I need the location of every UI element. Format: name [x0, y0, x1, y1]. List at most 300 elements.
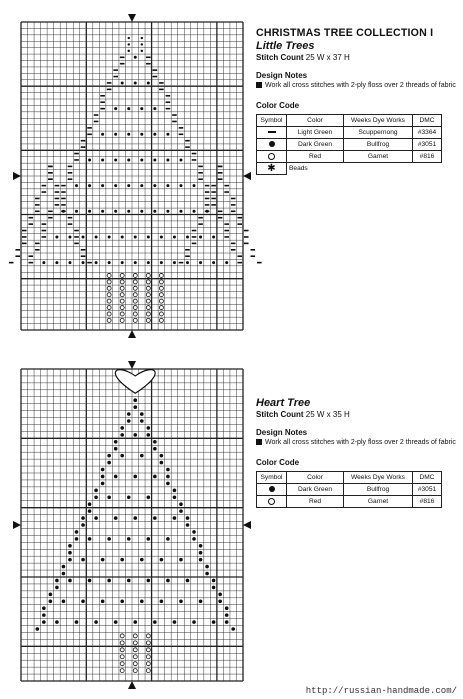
- stitch-count-label: Stitch Count: [256, 410, 304, 419]
- stitch-dot: [81, 516, 85, 520]
- stitch-dot: [218, 599, 222, 603]
- stitch-dot: [49, 593, 53, 597]
- center-arrow-icon: [243, 521, 251, 529]
- center-arrow-icon: [128, 681, 136, 689]
- stitch-dot: [140, 599, 144, 603]
- stitch-ring: [120, 293, 124, 297]
- color-code-table: [256, 114, 442, 175]
- stitch-dot: [147, 579, 151, 583]
- stitch-dot: [88, 579, 92, 583]
- stitch-dot: [166, 158, 169, 161]
- stitch-dot: [140, 412, 144, 416]
- stitch-dot: [218, 593, 222, 597]
- stitch-dot: [140, 210, 143, 213]
- stitch-dot: [94, 620, 98, 624]
- color-cell: Red: [287, 496, 344, 508]
- stitch-dot: [199, 235, 202, 238]
- center-arrow-icon: [128, 330, 136, 338]
- stitch-dot: [173, 235, 176, 238]
- stitch-dot: [81, 523, 85, 527]
- stitch-dot: [212, 586, 216, 590]
- dot-icon: [269, 486, 275, 492]
- color-code-heading: Color Code: [256, 101, 300, 110]
- stitch-ring: [107, 273, 111, 277]
- stitch-dot: [147, 433, 151, 437]
- stitch-dot: [121, 81, 124, 84]
- stitch-dot: [108, 235, 111, 238]
- stitch-dot: [166, 475, 170, 479]
- stitch-dot: [166, 133, 169, 136]
- stitch-dot: [192, 620, 196, 624]
- center-arrow-icon: [128, 361, 136, 369]
- collection-title: CHRISTMAS TREE COLLECTION I: [256, 27, 434, 39]
- stitch-dot: [153, 107, 156, 110]
- stitch-dot: [225, 606, 229, 610]
- pattern-title: Heart Tree: [256, 397, 311, 409]
- table-row: [257, 151, 442, 163]
- stitch-dot: [107, 495, 111, 499]
- stitch-ring: [120, 634, 124, 638]
- stitch-dot: [114, 620, 118, 624]
- stitch-dot: [107, 454, 111, 458]
- stitch-ring: [133, 286, 137, 290]
- stitch-dot: [127, 158, 130, 161]
- stitch-dot: [127, 107, 130, 110]
- stitch-dot: [153, 475, 157, 479]
- stitch-dot: [160, 235, 163, 238]
- stitch-dot: [141, 43, 143, 45]
- header-dmc: DMC: [413, 472, 442, 484]
- header-symbol: Symbol: [257, 472, 287, 484]
- stitch-dot: [225, 613, 229, 617]
- dot-icon: [269, 141, 275, 147]
- stitch-dot: [94, 495, 98, 499]
- stitch-dot: [68, 235, 71, 238]
- stitch-dot: [199, 551, 203, 555]
- stitch-dot: [88, 210, 91, 213]
- design-note: [256, 438, 456, 447]
- stitch-dot: [55, 586, 59, 590]
- stitch-dot: [81, 599, 85, 603]
- stitch-dot: [101, 210, 104, 213]
- center-arrow-icon: [243, 172, 251, 180]
- stitch-ring: [120, 312, 124, 316]
- stitch-dot: [147, 261, 150, 264]
- stitch-dot: [160, 461, 164, 465]
- stitch-dot: [75, 210, 78, 213]
- stitch-dot: [120, 558, 124, 562]
- stitch-dot: [114, 447, 118, 451]
- stitch-ring: [120, 648, 124, 652]
- stitch-ring: [146, 312, 150, 316]
- stitch-dot: [160, 261, 163, 264]
- color-code-heading: Color Code: [256, 458, 300, 467]
- stitch-dot: [114, 107, 117, 110]
- table-row: [257, 127, 442, 139]
- stitch-dot: [49, 599, 53, 603]
- heart-tree-chart: [13, 361, 251, 689]
- stitch-dot: [179, 509, 183, 513]
- stitch-count-value: 25 W x 37 H: [305, 53, 350, 62]
- stitch-ring: [120, 641, 124, 645]
- stitch-dot: [133, 620, 137, 624]
- stitch-dot: [101, 184, 104, 187]
- design-note: [256, 81, 456, 90]
- stitch-dot: [120, 599, 124, 603]
- stitch-dot: [134, 56, 137, 59]
- stitch-dot: [121, 261, 124, 264]
- stitch-dot: [225, 261, 228, 264]
- design-notes-heading: Design Notes: [256, 71, 308, 80]
- stitch-dot: [94, 489, 98, 493]
- stitch-dot: [127, 133, 130, 136]
- weeks-cell: Garnet: [344, 496, 413, 508]
- stitch-count: [256, 410, 456, 419]
- stitch-dot: [114, 516, 118, 520]
- stitch-dot: [95, 235, 98, 238]
- stitch-dot: [127, 184, 130, 187]
- stitch-dot: [166, 184, 169, 187]
- stitch-ring: [146, 648, 150, 652]
- stitch-dot: [186, 579, 190, 583]
- symbol-cell: [257, 127, 287, 139]
- weeks-cell: Bullfrog: [344, 139, 413, 151]
- little-trees-chart: [9, 14, 262, 338]
- stitch-ring: [120, 662, 124, 666]
- stitch-dot: [153, 158, 156, 161]
- stitch-dot: [186, 235, 189, 238]
- stitch-ring: [159, 273, 163, 277]
- stitch-dot: [173, 489, 177, 493]
- header-color: Color: [287, 115, 344, 127]
- table-header-row: [257, 472, 442, 484]
- stitch-dot: [179, 558, 183, 562]
- stitch-ring: [146, 306, 150, 310]
- stitch-ring: [133, 634, 137, 638]
- stitch-dot: [82, 261, 85, 264]
- stitch-dot: [127, 495, 131, 499]
- stitch-ring: [133, 306, 137, 310]
- stitch-dot: [212, 261, 215, 264]
- dmc-cell: #3051: [413, 139, 442, 151]
- stitch-count: [256, 53, 456, 62]
- stitch-dot: [153, 184, 156, 187]
- symbol-cell: [257, 151, 287, 163]
- stitch-dot: [114, 210, 117, 213]
- stitch-dot: [140, 184, 143, 187]
- dash-icon: [268, 131, 276, 133]
- ring-icon: [268, 153, 275, 160]
- stitch-ring: [159, 286, 163, 290]
- stitch-ring: [146, 280, 150, 284]
- stitch-dot: [147, 81, 150, 84]
- ring-icon: [268, 498, 275, 505]
- stitch-dot: [160, 454, 164, 458]
- table-row: [257, 139, 442, 151]
- stitch-ring: [159, 312, 163, 316]
- weeks-cell: Garnet: [344, 151, 413, 163]
- stitch-dot: [107, 537, 111, 541]
- stitch-dot: [101, 599, 105, 603]
- stitch-dot: [173, 516, 177, 520]
- stitch-ring: [120, 669, 124, 673]
- heart-tree-info: [256, 396, 456, 508]
- stitch-ring: [120, 299, 124, 303]
- stitch-dot: [95, 261, 98, 264]
- stitch-dot: [160, 558, 164, 562]
- stitch-dot: [55, 261, 58, 264]
- stitch-dot: [114, 475, 118, 479]
- stitch-dot: [120, 426, 124, 430]
- stitch-dot: [42, 606, 46, 610]
- center-arrow-icon: [128, 14, 136, 22]
- stitch-dot: [140, 558, 144, 562]
- stitch-ring: [133, 293, 137, 297]
- stitch-dot: [88, 158, 91, 161]
- stitch-dot: [212, 579, 216, 583]
- stitch-dot: [127, 419, 131, 423]
- stitch-dot: [186, 523, 190, 527]
- stitch-dot: [42, 620, 46, 624]
- stitch-ring: [146, 662, 150, 666]
- stitch-dot: [133, 516, 137, 520]
- stitch-dot: [133, 433, 137, 437]
- stitch-dot: [192, 537, 196, 541]
- stitch-dot: [212, 620, 216, 624]
- symbol-cell: [257, 139, 287, 151]
- table-row: [257, 484, 442, 496]
- stitch-ring: [133, 662, 137, 666]
- design-note-text: Work all cross stitches with 2-ply floss over 2 threads of fabric: [265, 439, 456, 446]
- stitch-dot: [153, 447, 157, 451]
- stitch-dot: [153, 440, 157, 444]
- stitch-dot: [121, 235, 124, 238]
- stitch-dot: [193, 210, 196, 213]
- stitch-dot: [147, 537, 151, 541]
- stitch-ring: [133, 655, 137, 659]
- stitch-dot: [199, 261, 202, 264]
- stitch-ring: [107, 312, 111, 316]
- stitch-dot: [179, 158, 182, 161]
- symbol-cell: [257, 484, 287, 496]
- stitch-ring: [120, 286, 124, 290]
- stitch-dot: [101, 133, 104, 136]
- stitch-ring: [146, 273, 150, 277]
- stitch-ring: [159, 299, 163, 303]
- stitch-dot: [133, 405, 137, 409]
- stitch-ring: [146, 641, 150, 645]
- dmc-cell: #816: [413, 496, 442, 508]
- beads-label: Beads: [287, 163, 442, 175]
- stitch-dot: [225, 620, 229, 624]
- stitch-dot: [62, 599, 66, 603]
- stitch-dot: [88, 184, 91, 187]
- weeks-cell: Bullfrog: [344, 484, 413, 496]
- stitch-dot: [114, 184, 117, 187]
- stitch-ring: [120, 318, 124, 322]
- color-cell: Dark Green: [287, 484, 344, 496]
- stitch-ring: [133, 280, 137, 284]
- stitch-ring: [107, 306, 111, 310]
- stitch-dot: [68, 558, 72, 562]
- stitch-dot: [55, 235, 58, 238]
- stitch-dot: [55, 579, 59, 583]
- stitch-dot: [128, 37, 130, 39]
- color-code-table: [256, 471, 442, 508]
- weeks-cell: Scuppernong: [344, 127, 413, 139]
- stitch-dot: [120, 433, 124, 437]
- bullet-icon: [256, 439, 262, 445]
- stitch-dot: [101, 558, 105, 562]
- stitch-ring: [159, 318, 163, 322]
- stitch-dot: [127, 579, 131, 583]
- stitch-ring: [133, 318, 137, 322]
- stitch-dot: [68, 551, 72, 555]
- stitch-dot: [107, 579, 111, 583]
- center-arrow-icon: [13, 521, 21, 529]
- stitch-dot: [192, 530, 196, 534]
- stitch-dot: [140, 454, 144, 458]
- stitch-dot: [186, 261, 189, 264]
- stitch-ring: [159, 306, 163, 310]
- symbol-cell: [257, 163, 287, 175]
- stitch-dot: [127, 210, 130, 213]
- stitch-dot: [141, 37, 143, 39]
- center-arrow-icon: [13, 172, 21, 180]
- stitch-dot: [68, 544, 72, 548]
- stitch-dot: [133, 475, 137, 479]
- stitch-dot: [166, 482, 170, 486]
- star-icon: ✱: [267, 162, 276, 174]
- stitch-dot: [186, 516, 190, 520]
- stitch-dot: [75, 537, 79, 541]
- color-cell: Red: [287, 151, 344, 163]
- stitch-ring: [146, 634, 150, 638]
- stitch-dot: [128, 43, 130, 45]
- stitch-count-value: 25 W x 35 H: [305, 410, 350, 419]
- stitch-dot: [231, 627, 235, 631]
- stitch-dot: [147, 235, 150, 238]
- stitch-dot: [147, 426, 151, 430]
- stitch-dot: [55, 620, 59, 624]
- stitch-dot: [101, 475, 105, 479]
- stitch-dot: [133, 398, 137, 402]
- stitch-dot: [42, 613, 46, 617]
- stitch-dot: [75, 530, 79, 534]
- stitch-dot: [153, 620, 157, 624]
- design-notes-heading: Design Notes: [256, 428, 308, 437]
- pattern-title: Little Trees: [256, 40, 315, 52]
- stitch-ring: [120, 280, 124, 284]
- stitch-ring: [133, 273, 137, 277]
- stitch-ring: [146, 318, 150, 322]
- stitch-dot: [75, 184, 78, 187]
- stitch-dot: [81, 558, 85, 562]
- stitch-ring: [146, 286, 150, 290]
- stitch-dot: [173, 620, 177, 624]
- stitch-dot: [205, 565, 209, 569]
- stitch-dot: [107, 461, 111, 465]
- stitch-dot: [134, 81, 137, 84]
- stitch-dot: [114, 133, 117, 136]
- stitch-ring: [146, 669, 150, 673]
- table-header-row: [257, 115, 442, 127]
- stitch-dot: [75, 620, 79, 624]
- stitch-ring: [133, 312, 137, 316]
- stitch-dot: [88, 502, 92, 506]
- stitch-dot: [173, 495, 177, 499]
- stitch-dot: [127, 412, 131, 416]
- stitch-dot: [68, 579, 72, 583]
- stitch-ring: [107, 318, 111, 322]
- stitch-dot: [153, 210, 156, 213]
- stitch-dot: [199, 558, 203, 562]
- stitch-dot: [153, 133, 156, 136]
- little-trees-info: [256, 27, 456, 175]
- stitch-dot: [140, 419, 144, 423]
- stitch-dot: [166, 468, 170, 472]
- stitch-dot: [199, 599, 203, 603]
- stitch-dot: [101, 482, 105, 486]
- stitch-dot: [193, 184, 196, 187]
- stitch-ring: [107, 286, 111, 290]
- dmc-cell: #3364: [413, 127, 442, 139]
- stitch-dot: [160, 599, 164, 603]
- dmc-cell: #816: [413, 151, 442, 163]
- bullet-icon: [256, 82, 262, 88]
- stitch-dot: [42, 261, 45, 264]
- stitch-count-label: Stitch Count: [256, 53, 304, 62]
- stitch-dot: [199, 544, 203, 548]
- stitch-dot: [94, 516, 98, 520]
- stitch-dot: [141, 50, 143, 52]
- stitch-ring: [133, 648, 137, 652]
- stitch-dot: [88, 509, 92, 513]
- stitch-ring: [133, 669, 137, 673]
- stitch-dot: [62, 565, 66, 569]
- stitch-dot: [166, 210, 169, 213]
- header-weeks: Weeks Dye Works: [344, 472, 413, 484]
- stitch-dot: [120, 454, 124, 458]
- design-note-text: Work all cross stitches with 2-ply floss over 2 threads of fabric: [265, 82, 456, 89]
- stitch-dot: [134, 235, 137, 238]
- stitch-dot: [212, 235, 215, 238]
- watermark-url: http://russian-handmade.com/: [305, 686, 457, 696]
- stitch-dot: [68, 261, 71, 264]
- color-cell: Dark Green: [287, 139, 344, 151]
- stitch-dot: [173, 261, 176, 264]
- stitch-dot: [140, 158, 143, 161]
- stitch-dot: [153, 516, 157, 520]
- stitch-ring: [146, 655, 150, 659]
- stitch-dot: [82, 235, 85, 238]
- stitch-dot: [166, 579, 170, 583]
- stitch-ring: [159, 280, 163, 284]
- stitch-ring: [120, 273, 124, 277]
- stitch-ring: [146, 299, 150, 303]
- stitch-ring: [107, 280, 111, 284]
- header-symbol: Symbol: [257, 115, 287, 127]
- stitch-ring: [107, 299, 111, 303]
- stitch-dot: [205, 572, 209, 576]
- table-row: [257, 496, 442, 508]
- stitch-dot: [127, 537, 131, 541]
- stitch-ring: [159, 293, 163, 297]
- stitch-dot: [114, 158, 117, 161]
- stitch-ring: [146, 293, 150, 297]
- stitch-dot: [179, 599, 183, 603]
- stitch-dot: [179, 210, 182, 213]
